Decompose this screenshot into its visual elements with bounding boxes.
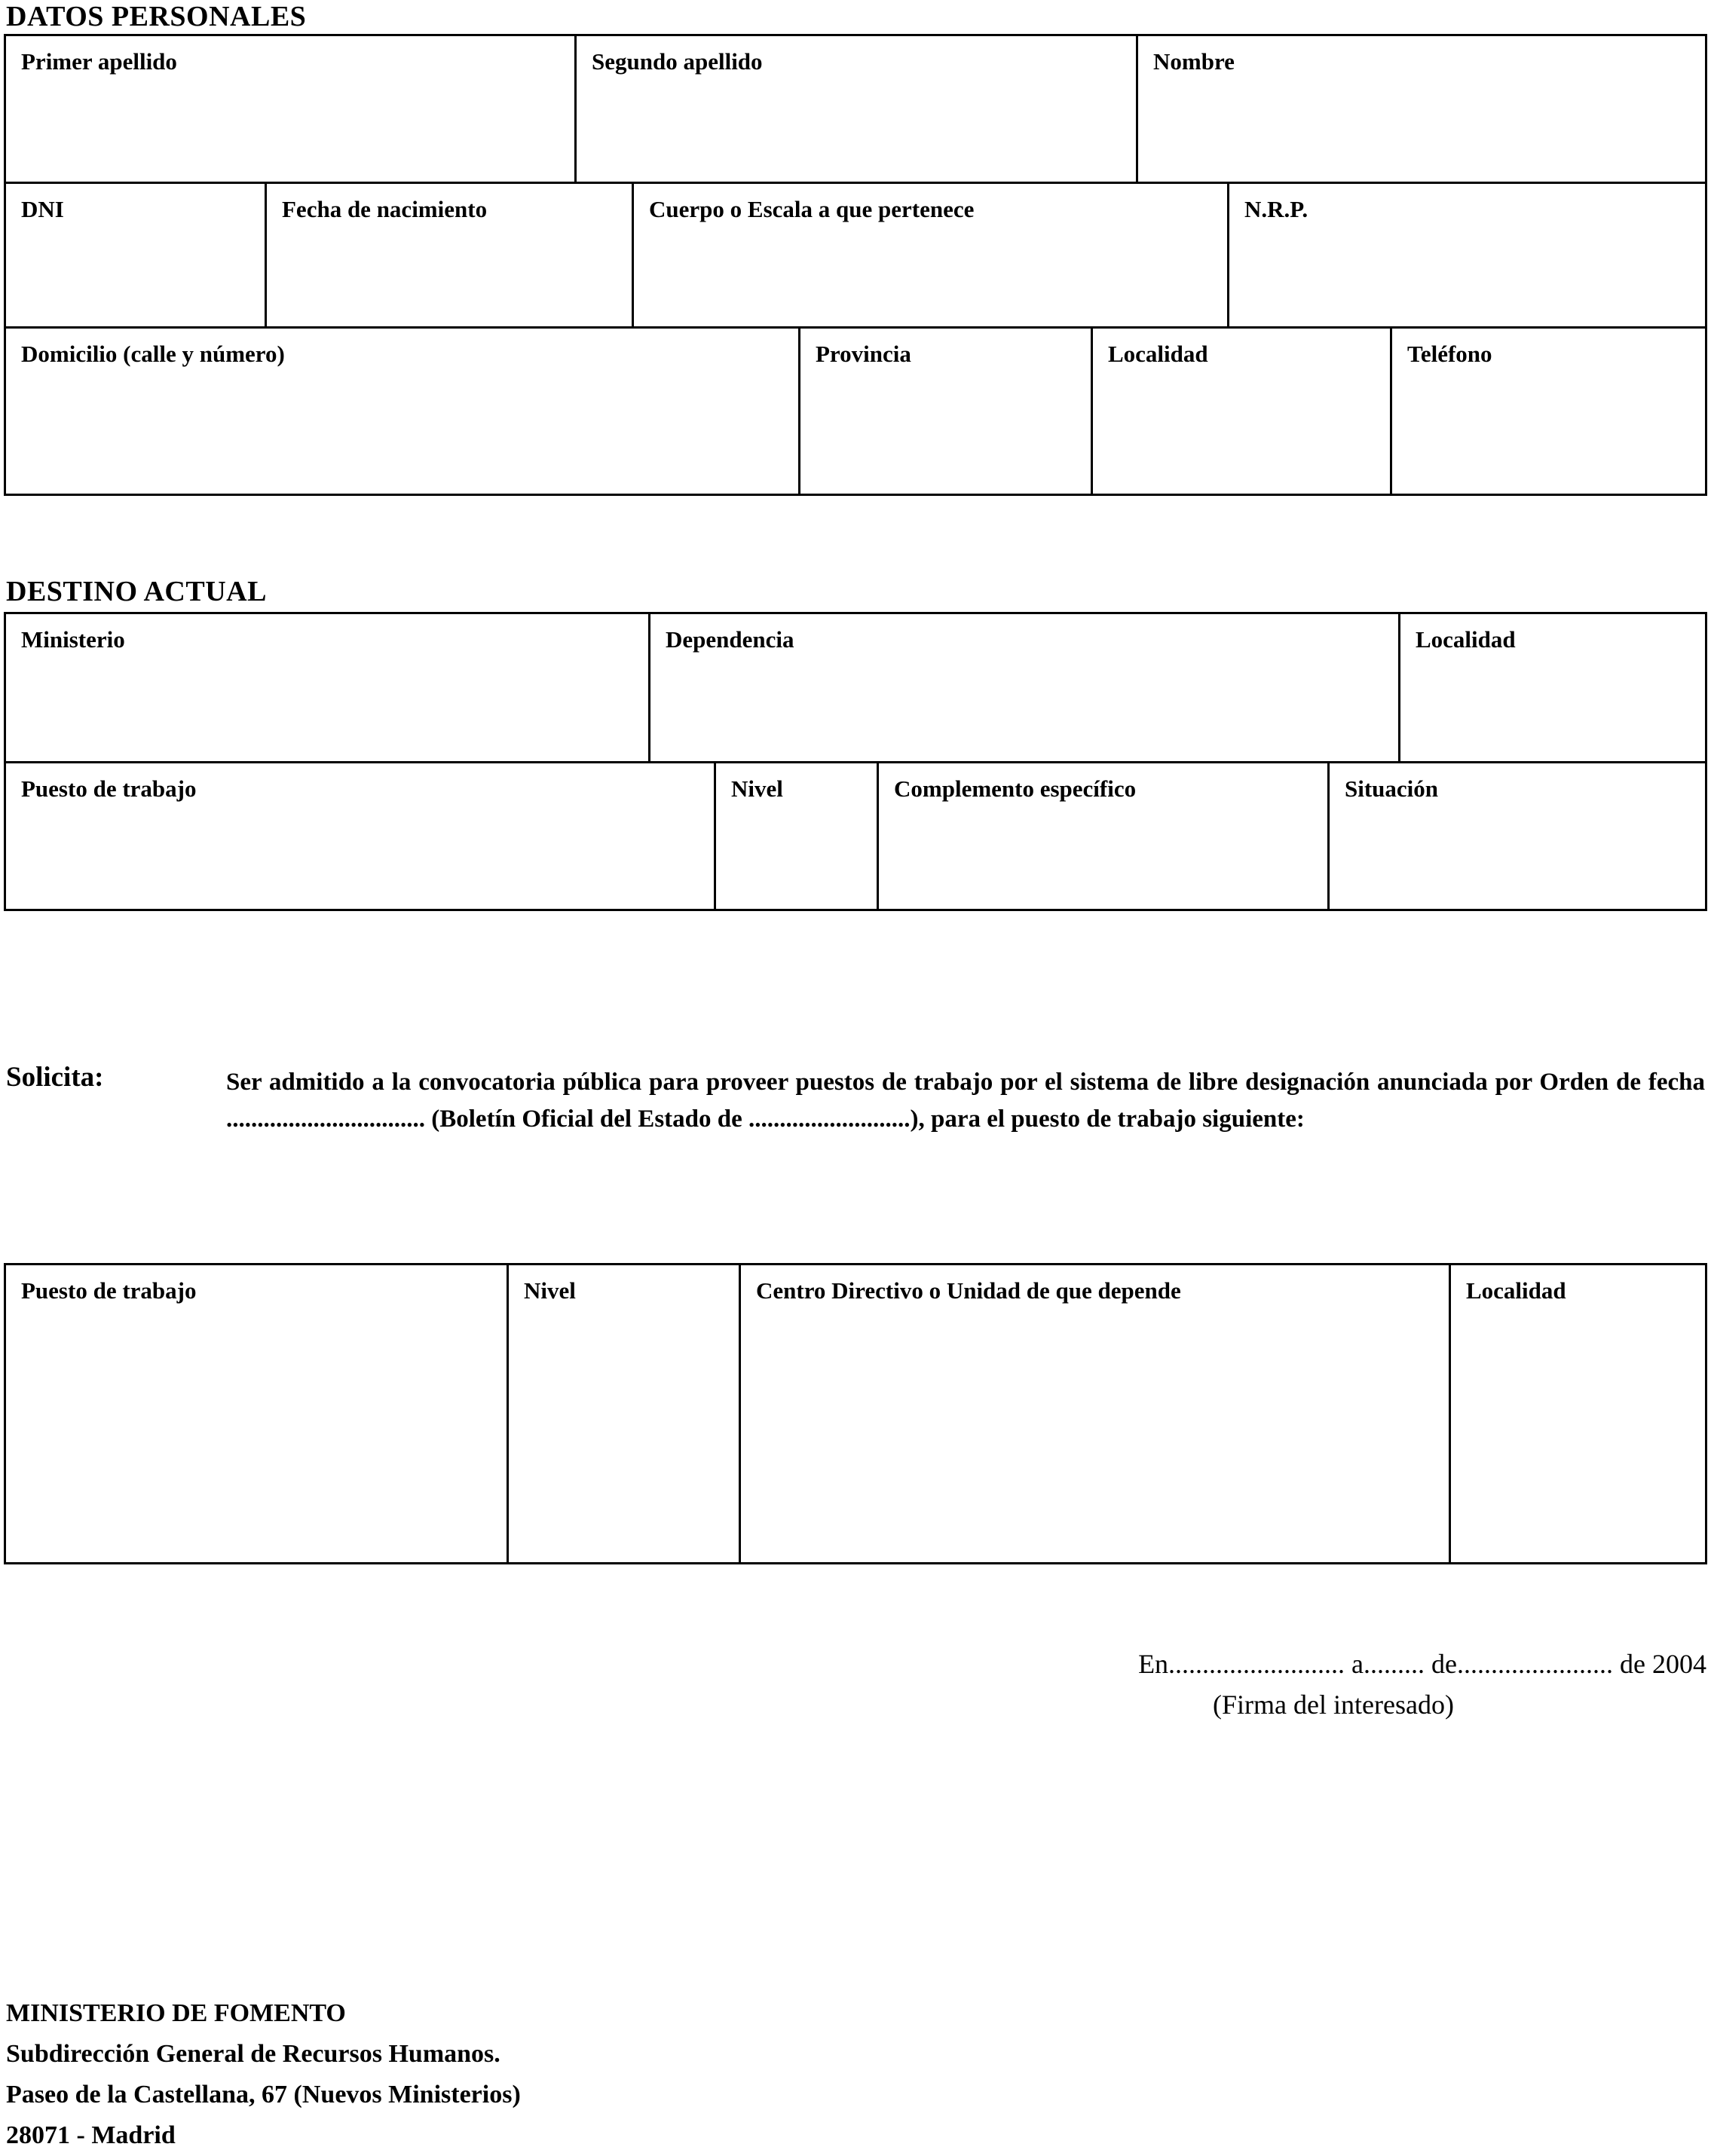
signature-block: [960, 1648, 1706, 1720]
label-dependencia: Dependencia: [666, 626, 794, 653]
field-dni[interactable]: [6, 184, 267, 326]
field-provincia[interactable]: [800, 329, 1093, 494]
field-localidad[interactable]: [1093, 329, 1392, 494]
label-nombre: Nombre: [1153, 48, 1235, 75]
label-cuerpo-escala: Cuerpo o Escala a que pertenece: [649, 196, 975, 222]
field-centro-directivo[interactable]: [741, 1265, 1451, 1562]
footer-cp-ciudad: 28071 - Madrid: [6, 2121, 176, 2149]
field-cuerpo-escala[interactable]: [634, 184, 1229, 326]
label-complemento-especifico: Complemento específico: [894, 775, 1137, 802]
label-localidad: Localidad: [1108, 341, 1208, 367]
label-nrp: N.R.P.: [1244, 196, 1309, 222]
label-dni: DNI: [21, 196, 64, 222]
label-puesto-trabajo-solicitado: Puesto de trabajo: [21, 1277, 197, 1304]
field-dependencia[interactable]: [650, 614, 1400, 761]
label-puesto-trabajo-actual: Puesto de trabajo: [21, 775, 197, 802]
field-puesto-trabajo-solicitado[interactable]: [6, 1265, 509, 1562]
table-row: [6, 1265, 1705, 1562]
field-situacion[interactable]: [1330, 763, 1705, 909]
field-nrp[interactable]: [1229, 184, 1705, 326]
solicita-paragraph: Ser admitido a la convocatoria pública para proveer puestos de trabajo por el sistema de libre designación anunciada por Orden de fecha ................................ (Boletín Oficial del Estado de ..........................), para el puesto de trabajo siguiente:: [226, 1069, 1705, 1133]
field-telefono[interactable]: [1392, 329, 1705, 494]
label-telefono: Teléfono: [1407, 341, 1492, 367]
table-datos-personales: [4, 34, 1707, 496]
label-localidad-solicitada: Localidad: [1466, 1277, 1566, 1304]
table-row: [6, 329, 1705, 494]
field-puesto-trabajo-actual[interactable]: [6, 763, 716, 909]
footer-ministerio: MINISTERIO DE FOMENTO: [6, 1999, 346, 2027]
field-localidad-solicitada[interactable]: [1451, 1265, 1705, 1562]
solicita-label: Solicita:: [6, 1062, 104, 1093]
field-destino-localidad[interactable]: [1400, 614, 1705, 761]
signature-caption: (Firma del interesado): [1213, 1690, 1454, 1720]
label-nivel-solicitado: Nivel: [524, 1277, 576, 1304]
date-line: En.......................... a......... de....................... de 2004: [1138, 1649, 1706, 1679]
section-title-datos-personales: DATOS PERSONALES: [6, 1, 307, 32]
label-destino-localidad: Localidad: [1416, 626, 1516, 653]
footer-address: [6, 1993, 521, 2156]
label-situacion: Situación: [1345, 775, 1439, 802]
label-centro-directivo: Centro Directivo o Unidad de que depende: [756, 1277, 1181, 1304]
section-title-destino-actual: DESTINO ACTUAL: [6, 576, 267, 607]
field-domicilio[interactable]: [6, 329, 800, 494]
table-row: [6, 763, 1705, 909]
table-destino-actual: [4, 612, 1707, 911]
field-nivel-actual[interactable]: [716, 763, 879, 909]
table-row: [6, 36, 1705, 184]
table-row: [6, 184, 1705, 329]
footer-calle: Paseo de la Castellana, 67 (Nuevos Ministerios): [6, 2081, 521, 2109]
label-ministerio: Ministerio: [21, 626, 125, 653]
field-complemento-especifico[interactable]: [879, 763, 1330, 909]
field-segundo-apellido[interactable]: [577, 36, 1138, 182]
field-primer-apellido[interactable]: [6, 36, 577, 182]
label-domicilio: Domicilio (calle y número): [21, 341, 285, 367]
field-nombre[interactable]: [1138, 36, 1705, 182]
field-ministerio[interactable]: [6, 614, 650, 761]
table-row: [6, 614, 1705, 763]
label-segundo-apellido: Segundo apellido: [592, 48, 763, 75]
field-fecha-nacimiento[interactable]: [267, 184, 634, 326]
field-nivel-solicitado[interactable]: [509, 1265, 741, 1562]
label-nivel-actual: Nivel: [731, 775, 783, 802]
label-provincia: Provincia: [816, 341, 911, 367]
table-puesto-solicitado: [4, 1263, 1707, 1564]
footer-subdireccion: Subdirección General de Recursos Humanos.: [6, 2040, 500, 2068]
label-fecha-nacimiento: Fecha de nacimiento: [282, 196, 488, 222]
label-primer-apellido: Primer apellido: [21, 48, 177, 75]
